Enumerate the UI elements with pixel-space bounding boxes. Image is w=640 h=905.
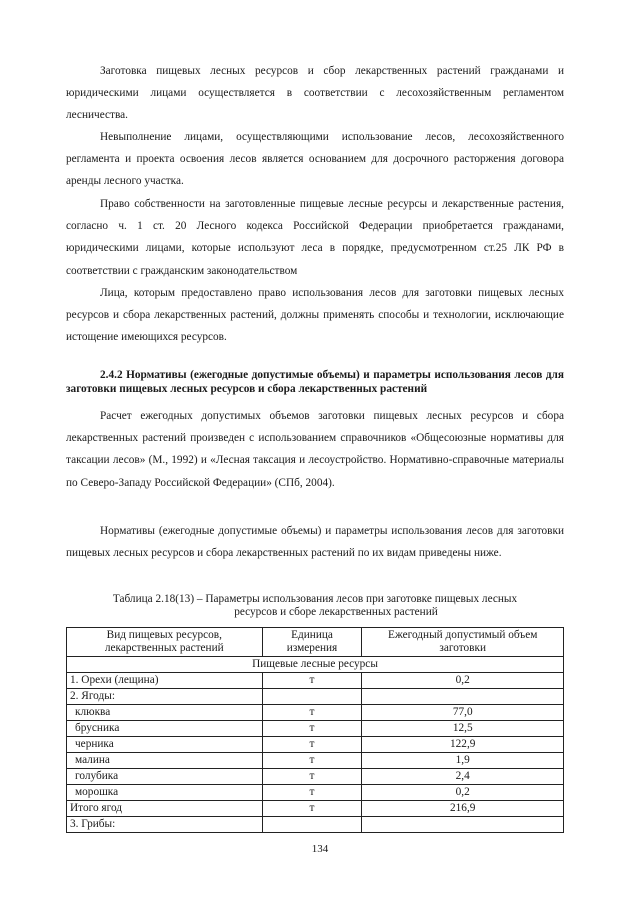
cell-volume: 0,2	[362, 673, 564, 689]
cell-resource: 2. Ягоды:	[67, 689, 263, 705]
cell-volume: 2,4	[362, 769, 564, 785]
cell-resource: малина	[67, 753, 263, 769]
header-unit: Единица измерения	[262, 628, 362, 657]
cell-volume: 122,9	[362, 737, 564, 753]
table-row	[67, 673, 564, 689]
section-food-resources: Пищевые лесные ресурсы	[67, 657, 564, 673]
table-header-row	[67, 628, 564, 657]
harvest-parameters-table	[66, 627, 564, 833]
table-row	[67, 753, 564, 769]
cell-unit	[262, 689, 362, 705]
cell-unit: т	[262, 673, 362, 689]
header-annual-volume: Ежегодный допустимый объем заготовки	[362, 628, 564, 657]
cell-unit: т	[262, 721, 362, 737]
cell-unit: т	[262, 769, 362, 785]
cell-volume: 216,9	[362, 801, 564, 817]
table-row	[67, 689, 564, 705]
cell-resource: 3. Грибы:	[67, 817, 263, 833]
table-row	[67, 769, 564, 785]
table-caption	[66, 593, 564, 620]
page-number: 134	[311, 843, 329, 855]
paragraph-ownership-rights: Право собственности на заготовленные пищевые лесные ресурсы и лекарственные растения, согласно ч. 1 ст. 20 Лесного кодекса Российской Федерации приобретается гражданами, юридическими лицами, которые используют леса в порядке, предусмотренном ст.25 ЛК РФ в соответствии с гражданским законодательством	[66, 198, 564, 277]
cell-resource: морошка	[67, 785, 263, 801]
table-row	[67, 737, 564, 753]
table-row	[67, 801, 564, 817]
cell-volume: 12,5	[362, 721, 564, 737]
cell-resource: черника	[67, 737, 263, 753]
cell-unit: т	[262, 801, 362, 817]
cell-volume: 77,0	[362, 705, 564, 721]
cell-resource: клюква	[67, 705, 263, 721]
cell-unit: т	[262, 753, 362, 769]
paragraph-norms-intro: Нормативы (ежегодные допустимые объемы) и параметры использования лесов для заготовки пищевых лесных ресурсов и сбора лекарственных растений по их видам приведены ниже.	[66, 525, 564, 560]
cell-unit: т	[262, 705, 362, 721]
table-caption-line-1: Таблица 2.18(13) – Параметры использования лесов при заготовке пищевых лесных	[112, 593, 518, 605]
section-heading: 2.4.2 Нормативы (ежегодные допустимые объемы) и параметры использования лесов для заготовки пищевых лесных ресурсов и сбора лекарственных растений	[66, 369, 564, 395]
cell-volume: 0,2	[362, 785, 564, 801]
cell-unit: т	[262, 737, 362, 753]
table-row	[67, 705, 564, 721]
cell-resource: 1. Орехи (лещина)	[67, 673, 263, 689]
cell-resource: голубика	[67, 769, 263, 785]
cell-unit	[262, 817, 362, 833]
table-caption-line-2: ресурсов и сборе лекарственных растений	[234, 606, 438, 619]
paragraph-lease-termination: Невыполнение лицами, осуществляющими использование лесов, лесохозяйственного регламента и проекта освоения лесов является основанием для досрочного расторжения договора аренды лесного участка.	[66, 131, 564, 188]
cell-resource: Итого ягод	[67, 801, 263, 817]
table-row	[67, 721, 564, 737]
cell-unit: т	[262, 785, 362, 801]
cell-volume	[362, 689, 564, 705]
header-resource-type: Вид пищевых ресурсов, лекарственных растений	[67, 628, 263, 657]
table-row	[67, 785, 564, 801]
cell-volume	[362, 817, 564, 833]
paragraph-harvesting-methods: Лица, которым предоставлено право использования лесов для заготовки пищевых лесных ресурсов и сбора лекарственных растений, должны применять способы и технологии, исключающие истощение имеющихся ресурсов.	[66, 287, 564, 344]
table-section-row	[67, 657, 564, 673]
table-row	[67, 817, 564, 833]
cell-volume: 1,9	[362, 753, 564, 769]
paragraph-calculation-sources: Расчет ежегодных допустимых объемов заготовки пищевых лесных ресурсов и сбора лекарственных растений произведен с использованием справочников «Общесоюзные нормативы для таксации лесов» (М., 1992) и «Лесная таксация и лесоустройство. Нормативно-справочные материалы по Северо-Западу Российской Федерации» (СПб, 2004).	[66, 410, 564, 489]
paragraph-harvesting-regulation: Заготовка пищевых лесных ресурсов и сбор лекарственных растений гражданами и юридическими лицами осуществляется в соответствии с лесохозяйственным регламентом лесничества.	[66, 65, 564, 122]
cell-resource: брусника	[67, 721, 263, 737]
